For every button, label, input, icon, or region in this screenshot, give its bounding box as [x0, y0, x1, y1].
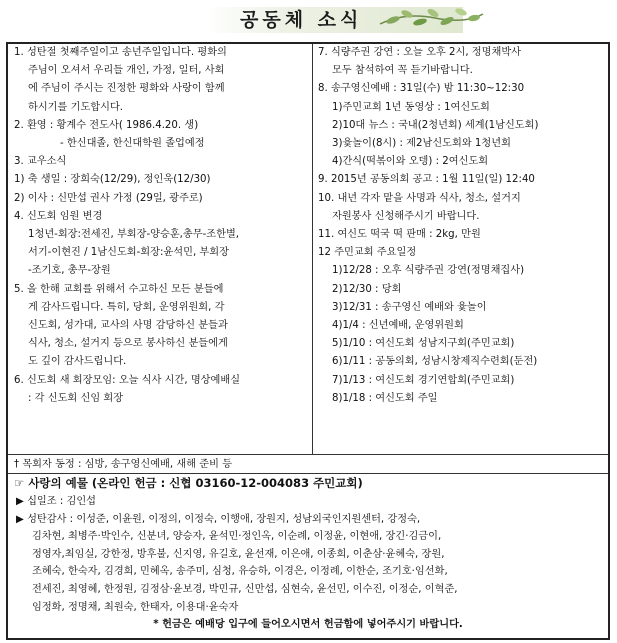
- news-line: 1. 성탄절 첫째주일이고 송년주일입니다. 평화의: [14, 47, 227, 58]
- offering-title: ☞ 사랑의 예물 (온라인 헌금 : 신협 03160-12-004083 주민교회): [14, 476, 363, 490]
- thanks-line: 조혜숙, 한숙자, 김경희, 민혜옥, 송주미, 심청, 유승하, 이경은, 이정례, 이한순, 조기호·임선화,: [32, 566, 448, 578]
- news-line: 3. 교우소식: [14, 156, 67, 168]
- bulletin-frame: [6, 42, 610, 640]
- right-column: [312, 44, 608, 454]
- header: [0, 0, 617, 38]
- thanks-line: 김차현, 최병주·박인수, 신분녀, 양승자, 윤석민·정인옥, 이순례, 이정윤, 이현애, 장긴·김금이,: [32, 531, 442, 543]
- thanks-line: 전세진, 최영혜, 한정원, 김정삼·윤보경, 박민규, 신만섭, 심현숙, 윤선민, 이수진, 이정순, 이혁준,: [32, 583, 458, 595]
- news-line: 도 깊이 감사드립니다.: [28, 356, 127, 368]
- thanks-line: 정영자,최임실, 강한정, 방후불, 신지영, 유길호, 윤선재, 이은애, 이종희, 이춘삼·윤혜숙, 장원,: [32, 548, 445, 560]
- tithe-line: ▶ 십일조 : 김인섭: [16, 496, 97, 507]
- news-line: 1) 축 생일 : 장희숙(12/29), 정인욱(12/30): [14, 174, 211, 186]
- news-line: 5)1/10 : 여신도회 성남지구회(주민교회): [332, 338, 515, 350]
- news-line: 서기-이현진 / 1남신도회-회장:윤석민, 부회장: [28, 247, 229, 259]
- news-line: 2. 환영 : 황계수 전도사( 1986.4.20. 생): [14, 119, 199, 131]
- leaf-decoration-icon: [375, 2, 485, 36]
- thanks-line: 임정화, 정명채, 최원숙, 한태자, 이용대·윤숙자: [32, 601, 239, 613]
- news-line: 4)간식(떡볶이와 오뎅) : 2여신도회: [332, 156, 489, 168]
- offering-note: * 헌금은 예배당 입구에 들어오시면서 헌금함에 넣어주시기 바랍니다.: [153, 619, 463, 631]
- news-line: 5. 올 한해 교회를 위해서 수고하신 모든 분들에: [14, 283, 224, 295]
- news-line: 모두 참석하여 꼭 듣기바랍니다.: [332, 65, 473, 77]
- news-line: 10. 내년 각자 맡을 사명과 식사, 청소, 설거지: [318, 192, 521, 204]
- news-line: 2)12/30 : 당회: [332, 283, 402, 295]
- pastor-news: † 목회자 동정 : 심방, 송구영신예배, 새해 준비 등: [8, 454, 608, 474]
- news-line: 6)1/11 : 공동의회, 성남시창제직수련회(둔전): [332, 356, 538, 368]
- news-line: 식사, 청소, 설거지 등으로 봉사하신 분들에게: [28, 338, 228, 350]
- news-line: 1)12/28 : 오후 식량주권 강연(정명채집사): [332, 265, 525, 277]
- news-line: 7)1/13 : 여신도회 경기연합회(주민교회): [332, 374, 515, 386]
- news-line: 에 주님이 주시는 진정한 평화와 사랑이 함께: [28, 83, 225, 95]
- news-line: 4)1/4 : 신년예배, 운영위원회: [332, 320, 464, 332]
- news-line: 자원봉사 신청해주시기 바랍니다.: [332, 210, 480, 222]
- news-line: 8)1/18 : 여신도회 주일: [332, 392, 438, 404]
- news-line: 7. 식량주권 강연 : 오늘 오후 2시, 정명채박사: [318, 47, 521, 58]
- thanks-line: ▶ 성탄감사 : 이성준, 이윤원, 이정의, 이정숙, 이행애, 장원지, 성남외국인지원센터, 강정숙,: [16, 513, 421, 525]
- news-line: 6. 신도회 새 회장모임: 오늘 식사 시간, 명상예배실: [14, 374, 241, 386]
- news-line: -조기호, 총무-장원: [28, 265, 111, 277]
- news-line: 하시기를 기도합시다.: [28, 101, 124, 113]
- news-line: - 한신대졸, 한신대학원 졸업예정: [60, 138, 205, 150]
- news-line: 3)윷놀이(8시) : 제2남신도회와 1청년회: [332, 138, 511, 150]
- news-line: : 각 신도회 신임 회장: [28, 392, 124, 404]
- news-line: 1)주민교회 1년 동영상 : 1여신도회: [332, 101, 490, 113]
- offering-section: [8, 474, 608, 638]
- news-line: 게 감사드립니다. 특히, 당회, 운영위원회, 각: [28, 301, 225, 313]
- news-line: 12 주민교회 주요일정: [318, 247, 417, 259]
- news-line: 2)10대 뉴스 : 국내(2청년회) 세계(1남신도회): [332, 119, 539, 131]
- news-line: 4. 신도회 임원 변경: [14, 210, 103, 222]
- news-line: 1청년-회장:전세진, 부회장-양승훈,총무-조한별,: [28, 229, 240, 241]
- news-line: 3)12/31 : 송구영신 예배와 윷놀이: [332, 301, 487, 313]
- news-line: 주님이 오셔서 우리들 개인, 가정, 일터, 사회: [28, 65, 225, 77]
- news-line: 8. 송구영신예배 : 31일(수) 밤 11:30~12:30: [318, 83, 525, 95]
- news-line: 신도회, 성가대, 교사의 사명 감당하신 분들과: [28, 320, 228, 332]
- page-title: 공동체 소식: [240, 9, 363, 31]
- news-line: 9. 2015년 공동의회 공고 : 1월 11일(일) 12:40: [318, 174, 535, 186]
- left-column: [8, 44, 313, 454]
- news-line: 11. 여신도 떡국 떡 판매 : 2kg, 만원: [318, 229, 481, 241]
- news-line: 2) 이사 : 신만섭 권사 가정 (29일, 광주로): [14, 192, 203, 204]
